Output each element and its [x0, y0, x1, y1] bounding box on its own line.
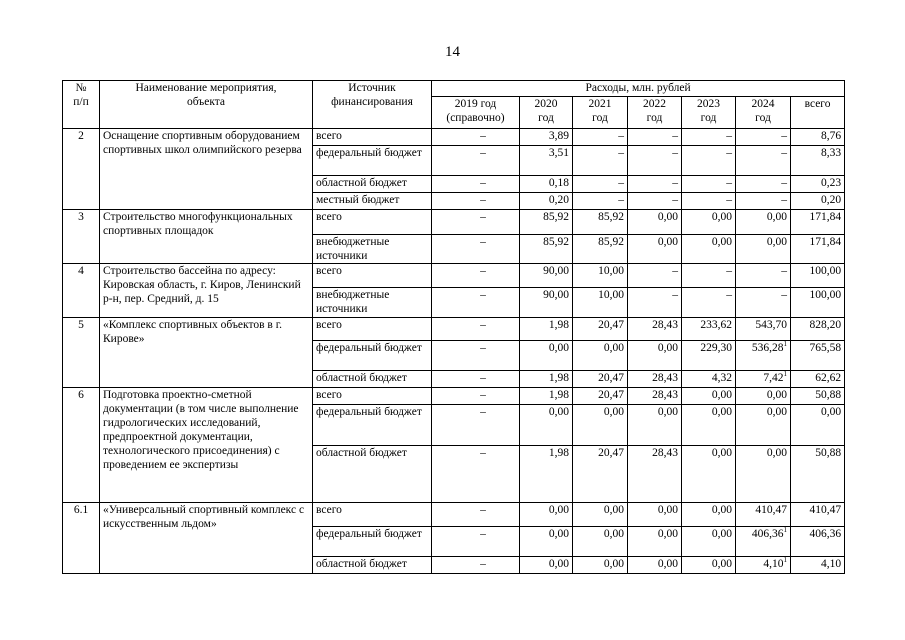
value-cell	[736, 405, 791, 446]
value-cell	[520, 405, 573, 446]
value-cell	[628, 341, 682, 371]
value-text: 10,00	[598, 265, 624, 277]
value-cell	[682, 446, 736, 503]
value-text: –	[480, 130, 486, 142]
value-text: 0,00	[603, 558, 624, 570]
value-cell	[682, 264, 736, 288]
value-cell	[432, 176, 520, 193]
value-text: –	[480, 265, 486, 277]
value-cell	[628, 210, 682, 235]
value-text: –	[618, 130, 624, 142]
value-text: 85,92	[598, 211, 624, 223]
value-cell	[432, 341, 520, 371]
value-cell	[520, 371, 573, 388]
value-text: 0,00	[657, 528, 678, 540]
value-cell	[628, 264, 682, 288]
header-name: Наименование мероприятия, объекта	[100, 81, 313, 129]
value-cell	[520, 176, 573, 193]
value-text: 0,00	[548, 504, 569, 516]
table-row	[63, 503, 845, 527]
value-cell	[628, 146, 682, 176]
value-text: 0,00	[603, 342, 624, 354]
value-text: 0,00	[657, 342, 678, 354]
value-cell	[573, 146, 628, 176]
value-text: 85,92	[543, 236, 569, 248]
item-number: 6	[63, 388, 100, 503]
value-total	[791, 341, 845, 371]
value-cell	[432, 371, 520, 388]
value-text: 410,47	[755, 504, 787, 516]
value-total	[791, 446, 845, 503]
funding-source: всего	[313, 388, 432, 405]
value-text: 0,00	[711, 504, 732, 516]
value-text: –	[480, 558, 486, 570]
value-total	[791, 388, 845, 405]
item-name: «Комплекс спортивных объектов в г. Кирове»	[100, 318, 313, 388]
value-text: –	[480, 289, 486, 301]
table-row	[63, 388, 845, 405]
value-text: –	[672, 130, 678, 142]
expenses-table	[62, 80, 845, 574]
value-cell	[432, 388, 520, 405]
item-number: 2	[63, 129, 100, 210]
value-text: –	[480, 372, 486, 384]
value-cell	[682, 341, 736, 371]
value-text: 0,00	[766, 447, 787, 459]
funding-source: областной бюджет	[313, 557, 432, 574]
value-cell	[736, 388, 791, 405]
value-cell	[432, 129, 520, 146]
value-cell	[520, 264, 573, 288]
value-text: 8,33	[820, 147, 842, 159]
item-number: 6.1	[63, 503, 100, 574]
table-row	[63, 264, 845, 288]
value-text: –	[672, 289, 678, 301]
value-text: 28,43	[652, 447, 678, 459]
value-cell	[573, 341, 628, 371]
value-text: –	[480, 319, 486, 331]
value-text: 0,00	[603, 528, 624, 540]
value-cell	[573, 318, 628, 341]
value-text: 0,00	[603, 504, 624, 516]
value-text: 50,88	[815, 447, 842, 459]
value-cell	[628, 318, 682, 341]
value-text: 0,00	[657, 211, 678, 223]
value-total	[791, 264, 845, 288]
value-text: –	[480, 147, 486, 159]
value-text: 0,00	[548, 528, 569, 540]
value-cell	[520, 129, 573, 146]
value-text: 0,00	[711, 406, 732, 418]
value-text: –	[726, 147, 732, 159]
header-num: № п/п	[63, 81, 100, 129]
value-text: 20,47	[598, 447, 624, 459]
value-cell	[628, 235, 682, 264]
item-name: «Универсальный спортивный комплекс с искусственным льдом»	[100, 503, 313, 574]
value-cell	[682, 557, 736, 574]
value-total	[791, 371, 845, 388]
value-text: –	[480, 528, 486, 540]
value-cell	[628, 557, 682, 574]
value-total	[791, 527, 845, 557]
value-cell	[682, 405, 736, 446]
value-cell	[432, 288, 520, 318]
value-text: 4,10	[763, 558, 784, 570]
value-cell	[628, 371, 682, 388]
value-cell	[682, 210, 736, 235]
funding-source: областной бюджет	[313, 176, 432, 193]
funding-source: областной бюджет	[313, 371, 432, 388]
value-cell	[682, 318, 736, 341]
value-text: –	[480, 342, 486, 354]
value-cell	[682, 235, 736, 264]
value-text: 20,47	[598, 389, 624, 401]
value-cell	[736, 235, 791, 264]
value-cell	[682, 288, 736, 318]
table-row	[63, 129, 845, 146]
value-text: 0,00	[657, 236, 678, 248]
header-source: Источник финансирования	[313, 81, 432, 129]
value-cell	[520, 557, 573, 574]
value-text: 20,47	[598, 319, 624, 331]
value-cell	[682, 146, 736, 176]
funding-source: местный бюджет	[313, 193, 432, 210]
value-cell	[432, 446, 520, 503]
value-text: –	[618, 177, 624, 189]
value-text: 0,00	[766, 211, 787, 223]
value-cell	[520, 235, 573, 264]
value-text: 100,00	[809, 265, 842, 277]
value-cell	[682, 129, 736, 146]
value-text: 3,89	[548, 130, 569, 142]
value-text: –	[672, 177, 678, 189]
value-cell	[736, 176, 791, 193]
value-cell	[682, 527, 736, 557]
value-text: 90,00	[543, 289, 569, 301]
value-cell	[736, 288, 791, 318]
value-text: 7,42	[763, 372, 784, 384]
header-expenses: Расходы, млн. рублей	[432, 81, 845, 97]
value-total	[791, 176, 845, 193]
value-cell	[573, 235, 628, 264]
funding-source: федеральный бюджет	[313, 146, 432, 176]
item-name: Оснащение спортивным оборудованием спортивных школ олимпийского резерва	[100, 129, 313, 210]
value-text: 20,47	[598, 372, 624, 384]
value-text: 0,00	[657, 406, 678, 418]
value-cell	[573, 264, 628, 288]
value-cell	[573, 388, 628, 405]
value-text: –	[480, 177, 486, 189]
value-text: 406,36	[751, 528, 784, 540]
value-cell	[520, 446, 573, 503]
value-text: 0,00	[766, 236, 787, 248]
value-cell	[432, 193, 520, 210]
value-total	[791, 557, 845, 574]
value-cell	[628, 446, 682, 503]
value-text: 100,00	[809, 289, 842, 301]
value-text: 3,51	[548, 147, 569, 159]
value-text: 0,00	[711, 447, 732, 459]
value-total	[791, 193, 845, 210]
value-text: 1,98	[548, 447, 569, 459]
value-cell	[520, 318, 573, 341]
value-cell	[573, 557, 628, 574]
value-cell	[432, 503, 520, 527]
value-cell	[628, 176, 682, 193]
value-text: 171,84	[809, 236, 842, 248]
value-text: 0,00	[603, 406, 624, 418]
value-cell	[573, 176, 628, 193]
value-text: 50,88	[815, 389, 842, 401]
value-text: 0,23	[820, 177, 842, 189]
value-cell	[682, 193, 736, 210]
value-text: –	[480, 236, 486, 248]
value-text: –	[781, 289, 787, 301]
item-name: Строительство бассейна по адресу: Кировская область, г. Киров, Ленинский р-н, пер. Средний, д. 15	[100, 264, 313, 318]
value-total	[791, 146, 845, 176]
value-cell	[520, 288, 573, 318]
value-total	[791, 210, 845, 235]
value-cell	[573, 371, 628, 388]
value-cell	[736, 318, 791, 341]
value-text: 0,00	[657, 504, 678, 516]
funding-source: федеральный бюджет	[313, 527, 432, 557]
value-text: 0,00	[711, 211, 732, 223]
funding-source: всего	[313, 503, 432, 527]
value-text: –	[480, 447, 486, 459]
table-row	[63, 318, 845, 341]
value-text: 0,00	[657, 558, 678, 570]
value-text: 0,00	[711, 528, 732, 540]
value-cell	[432, 210, 520, 235]
value-cell	[682, 388, 736, 405]
value-text: 828,20	[809, 319, 842, 331]
value-text: –	[781, 147, 787, 159]
value-text: 1,98	[548, 372, 569, 384]
page-number: 14	[445, 44, 460, 60]
value-text: 0,00	[766, 389, 787, 401]
value-text: –	[672, 194, 678, 206]
value-cell	[628, 129, 682, 146]
value-cell	[520, 388, 573, 405]
footnote-mark: 1	[783, 526, 787, 535]
value-text: 85,92	[598, 236, 624, 248]
value-cell	[432, 527, 520, 557]
value-text: 0,00	[548, 558, 569, 570]
funding-source: областной бюджет	[313, 446, 432, 503]
table-body	[63, 129, 845, 574]
item-name: Подготовка проектно-сметной документации (в том числе выполнение гидрологических исследований, предпроектной документации, технологического присоединения) с проведением ее экспертизы	[100, 388, 313, 503]
value-total	[791, 405, 845, 446]
value-cell	[628, 503, 682, 527]
value-cell	[432, 557, 520, 574]
value-text: 536,28	[751, 342, 784, 354]
value-text: 28,43	[652, 319, 678, 331]
value-cell	[736, 527, 791, 557]
value-cell	[736, 264, 791, 288]
value-cell	[682, 176, 736, 193]
value-text: 765,58	[809, 342, 842, 354]
value-text: –	[480, 194, 486, 206]
value-cell	[520, 503, 573, 527]
value-text: –	[672, 147, 678, 159]
value-cell	[736, 129, 791, 146]
value-text: 0,20	[548, 194, 569, 206]
value-text: 171,84	[809, 211, 842, 223]
value-cell	[736, 557, 791, 574]
funding-source: всего	[313, 210, 432, 235]
item-number: 5	[63, 318, 100, 388]
funding-source: федеральный бюджет	[313, 341, 432, 371]
header-year: всего	[791, 97, 845, 129]
value-text: –	[781, 177, 787, 189]
value-cell	[628, 527, 682, 557]
value-text: 0,00	[766, 406, 787, 418]
value-cell	[736, 503, 791, 527]
header-year: 2021 год	[573, 97, 628, 129]
value-text: –	[781, 130, 787, 142]
value-cell	[520, 210, 573, 235]
funding-source: всего	[313, 318, 432, 341]
value-cell	[520, 146, 573, 176]
value-cell	[736, 146, 791, 176]
item-name: Строительство многофункциональных спортивных площадок	[100, 210, 313, 264]
value-cell	[520, 341, 573, 371]
value-cell	[628, 388, 682, 405]
footnote-mark: 1	[783, 556, 787, 565]
item-number: 4	[63, 264, 100, 318]
value-cell	[432, 405, 520, 446]
value-text: 4,10	[820, 558, 842, 570]
value-cell	[573, 210, 628, 235]
value-text: 0,20	[820, 194, 842, 206]
value-text: –	[618, 147, 624, 159]
value-text: –	[726, 194, 732, 206]
value-text: –	[781, 265, 787, 277]
value-cell	[573, 288, 628, 318]
value-total	[791, 129, 845, 146]
footnote-mark: 1	[783, 370, 787, 379]
value-text: 0,18	[548, 177, 569, 189]
value-total	[791, 318, 845, 341]
value-cell	[573, 193, 628, 210]
value-text: –	[480, 504, 486, 516]
value-text: 0,00	[820, 406, 842, 418]
value-text: 1,98	[548, 389, 569, 401]
value-cell	[432, 235, 520, 264]
value-text: 28,43	[652, 389, 678, 401]
value-cell	[573, 503, 628, 527]
value-text: 90,00	[543, 265, 569, 277]
value-text: 406,36	[809, 528, 842, 540]
value-text: –	[480, 389, 486, 401]
value-cell	[432, 318, 520, 341]
funding-source: федеральный бюджет	[313, 405, 432, 446]
value-text: 62,62	[815, 372, 842, 384]
value-text: 233,62	[700, 319, 732, 331]
value-cell	[573, 405, 628, 446]
value-text: –	[726, 177, 732, 189]
value-text: –	[781, 194, 787, 206]
value-cell	[573, 129, 628, 146]
value-text: 4,32	[711, 372, 732, 384]
value-text: 28,43	[652, 372, 678, 384]
value-cell	[520, 527, 573, 557]
value-text: –	[726, 289, 732, 301]
value-cell	[736, 193, 791, 210]
value-cell	[682, 503, 736, 527]
funding-source: всего	[313, 264, 432, 288]
value-text: –	[618, 194, 624, 206]
value-text: 229,30	[700, 342, 732, 354]
value-text: 543,70	[755, 319, 787, 331]
value-cell	[736, 446, 791, 503]
header-year: 2024 год	[736, 97, 791, 129]
value-cell	[736, 371, 791, 388]
funding-source: всего	[313, 129, 432, 146]
value-cell	[432, 264, 520, 288]
value-text: 85,92	[543, 211, 569, 223]
value-cell	[628, 193, 682, 210]
value-text: 0,00	[711, 558, 732, 570]
value-text: 0,00	[711, 389, 732, 401]
value-text: –	[726, 130, 732, 142]
value-cell	[628, 405, 682, 446]
value-cell	[573, 446, 628, 503]
header-year: 2022 год	[628, 97, 682, 129]
value-text: 410,47	[809, 504, 842, 516]
value-text: 8,76	[820, 130, 842, 142]
funding-source: внебюджетные источники	[313, 288, 432, 318]
value-text: 0,00	[548, 342, 569, 354]
value-cell	[573, 527, 628, 557]
value-total	[791, 235, 845, 264]
value-total	[791, 288, 845, 318]
value-text: 0,00	[548, 406, 569, 418]
value-total	[791, 503, 845, 527]
value-text: –	[480, 211, 486, 223]
value-text: –	[726, 265, 732, 277]
footnote-mark: 1	[783, 340, 787, 349]
value-text: –	[672, 265, 678, 277]
value-cell	[736, 210, 791, 235]
value-cell	[520, 193, 573, 210]
table-row	[63, 210, 845, 235]
value-text: 0,00	[711, 236, 732, 248]
header-year: 2020 год	[520, 97, 573, 129]
value-cell	[628, 288, 682, 318]
funding-source: внебюджетные источники	[313, 235, 432, 264]
value-cell	[432, 146, 520, 176]
value-text: –	[480, 406, 486, 418]
header-year: 2023 год	[682, 97, 736, 129]
item-number: 3	[63, 210, 100, 264]
value-text: 1,98	[548, 319, 569, 331]
header-year: 2019 год (справочно)	[432, 97, 520, 129]
value-cell	[736, 341, 791, 371]
value-cell	[682, 371, 736, 388]
value-text: 10,00	[598, 289, 624, 301]
